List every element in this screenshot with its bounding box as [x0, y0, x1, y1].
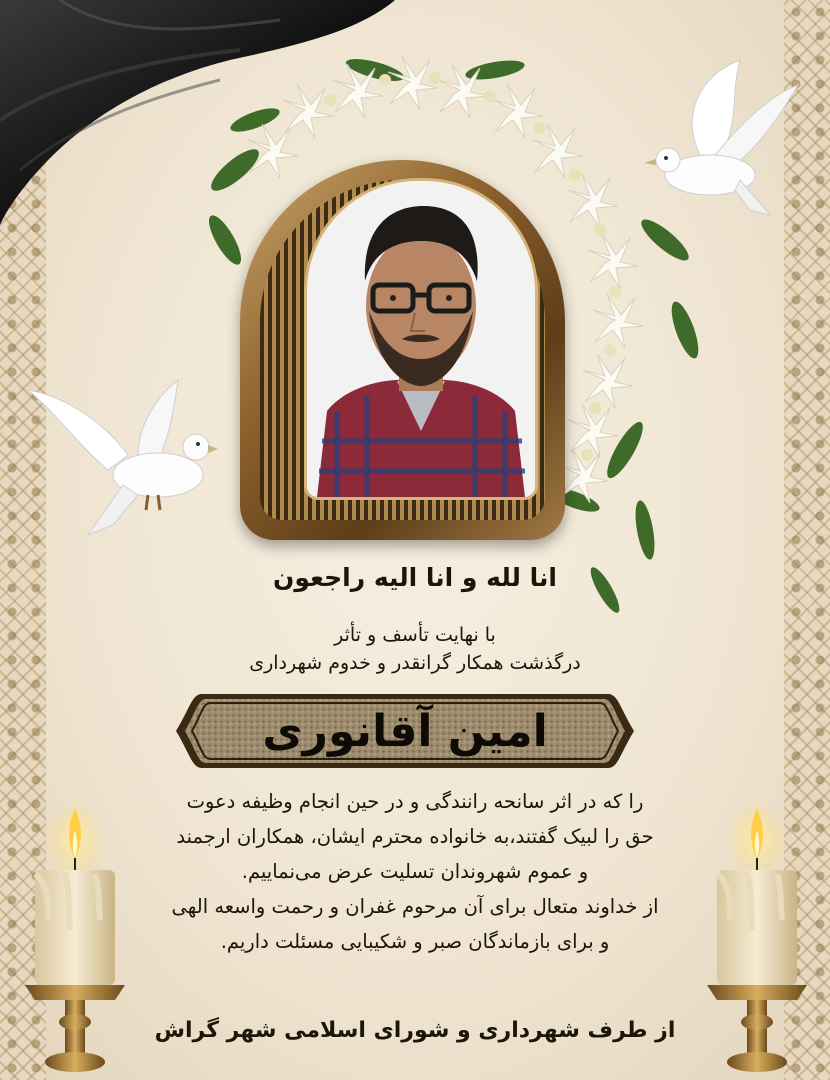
quran-verse: انا لله و انا الیه راجعون [273, 563, 557, 592]
portrait-figure [307, 181, 535, 497]
deceased-name: امین آقانوری [262, 705, 548, 757]
message-line: از خداوند متعال برای آن مرحوم غفران و رحمت واسعه الهی [171, 895, 659, 918]
sender-footer: از طرف شهرداری و شورای اسلامی شهر گراش [154, 1018, 676, 1043]
intro-line: درگذشت همکار گرانقدر و خدوم شهرداری [249, 652, 581, 674]
message-line: حق را لبیک گفتند،به خانواده محترم ایشان، همکاران ارجمند [176, 825, 654, 848]
message-line: را که در اثر سانحه رانندگی و در حین انجام وظیفه دعوت [186, 790, 644, 813]
white-dove-icon [640, 55, 800, 220]
message-line: و عموم شهروندان تسلیت عرض می‌نماییم. [241, 860, 589, 883]
white-dove-icon [28, 375, 218, 545]
name-plate [172, 690, 638, 772]
portrait-frame [240, 160, 565, 540]
portrait-photo [304, 178, 538, 500]
intro-line: با نهایت تأسف و تأثر [334, 624, 496, 646]
intro-text [0, 621, 830, 677]
message-line: و برای بازماندگان صبر و شکیبایی مسئلت داریم. [220, 930, 610, 953]
condolence-message [0, 784, 830, 959]
